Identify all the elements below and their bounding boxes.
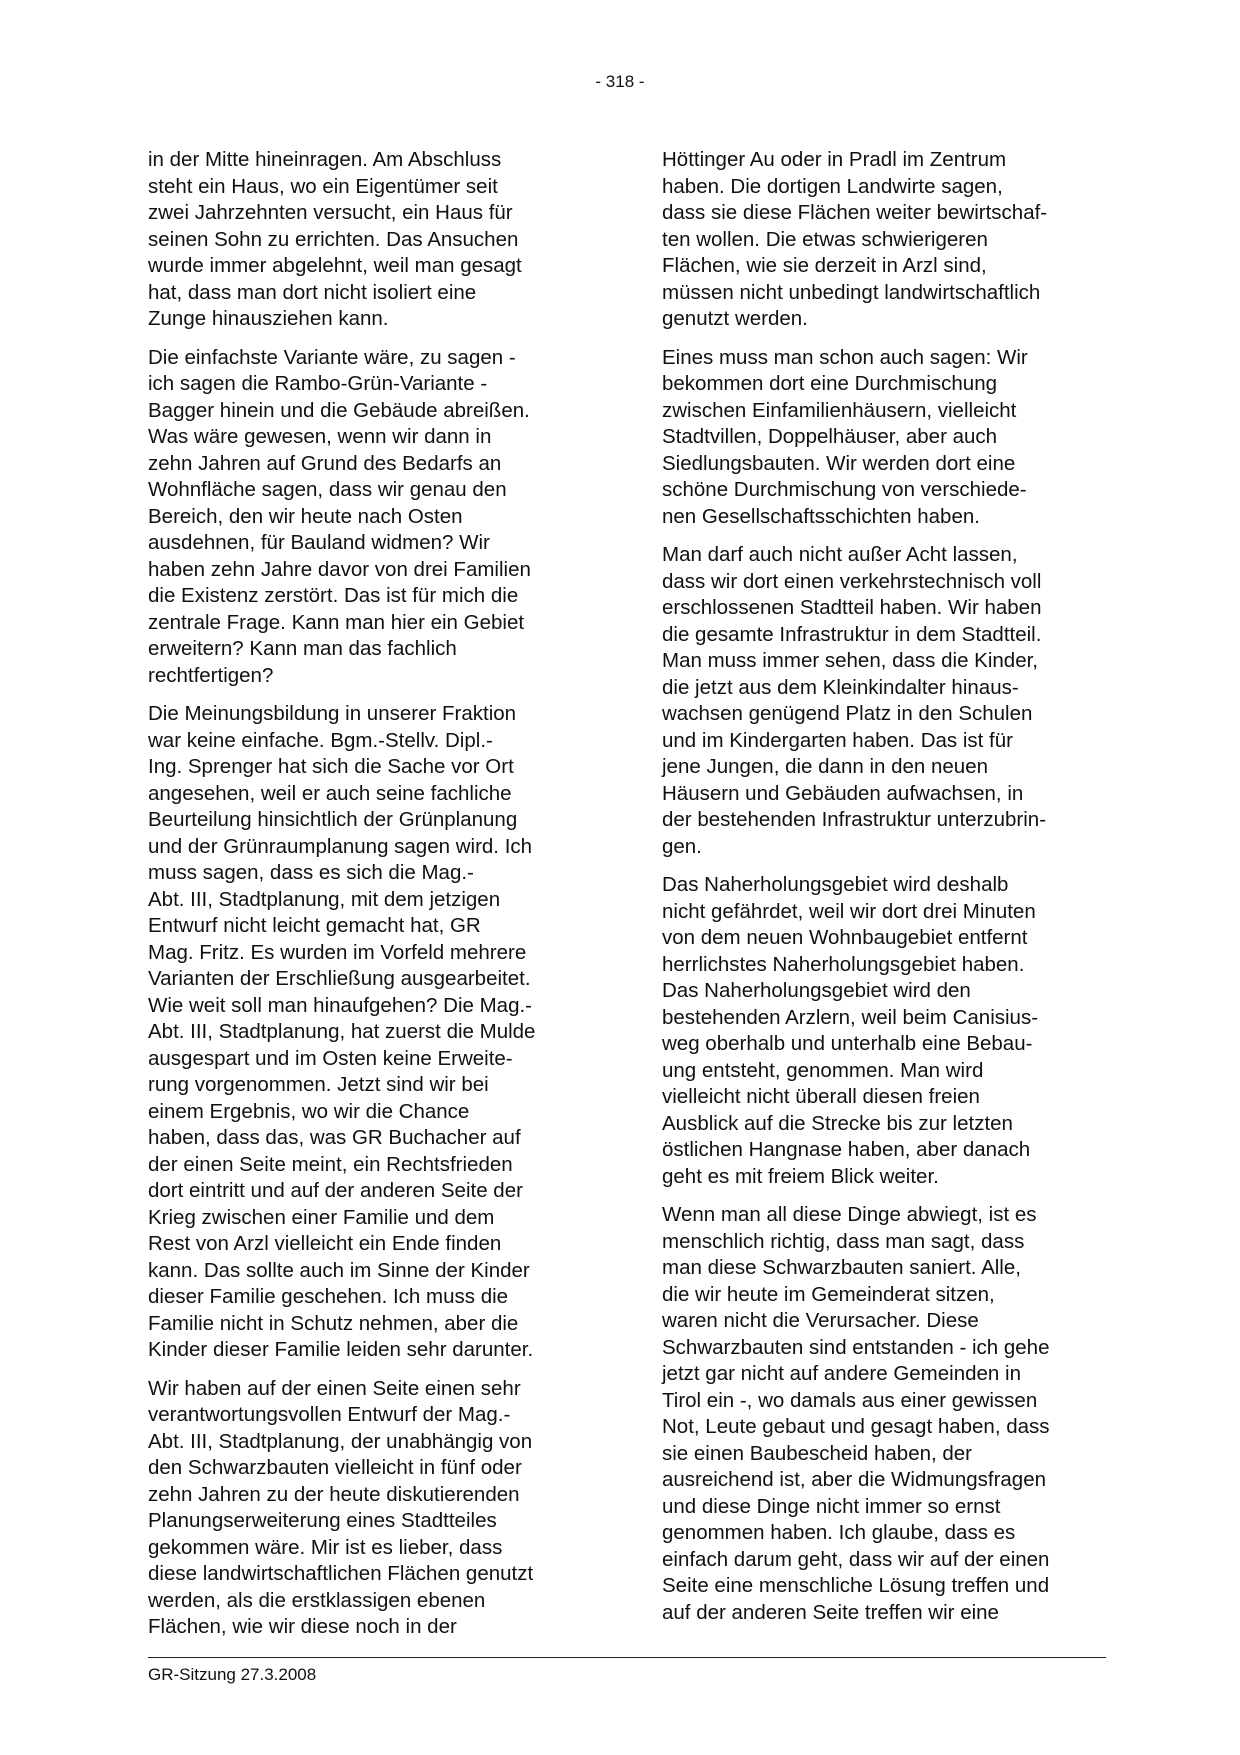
right-column — [662, 147, 1102, 1638]
text-line: hat, dass man dort nicht isoliert eine — [148, 280, 477, 304]
text-line: werden, als die erstklassigen ebenen — [148, 1588, 486, 1612]
text-line: gekommen wäre. Mir ist es lieber, dass — [148, 1535, 503, 1559]
text-line: Häusern und Gebäuden aufwachsen, in — [662, 781, 1024, 805]
text-line: der bestehenden Infrastruktur unterzubrin- — [662, 808, 1047, 831]
text-line: verantwortungsvollen Entwurf der Mag.- — [148, 1403, 511, 1426]
text-line: Krieg zwischen einer Familie und dem — [148, 1205, 495, 1229]
text-line: rechtfertigen? — [148, 663, 274, 687]
text-line: nicht gefährdet, weil wir dort drei Minuten — [662, 899, 1036, 923]
page-number: - 318 - — [595, 72, 645, 91]
text-line: Ausblick auf die Strecke bis zur letzten — [662, 1111, 1013, 1135]
text-line: Wir haben auf der einen Seite einen sehr — [148, 1376, 521, 1400]
text-line: genutzt werden. — [662, 307, 808, 330]
text-line: haben, dass das, was GR Buchacher auf — [148, 1126, 521, 1149]
text-line: erweitern? Kann man das fachlich — [148, 637, 457, 660]
text-line: herrlichstes Naherholungsgebiet haben. — [662, 952, 1025, 976]
text-line: geht es mit freiem Blick weiter. — [662, 1164, 939, 1188]
text-line: haben. Die dortigen Landwirte sagen, — [662, 174, 1003, 198]
text-line: Seite eine menschliche Lösung treffen und — [662, 1574, 1050, 1597]
paragraph — [662, 542, 1102, 860]
text-line: östlichen Hangnase haben, aber danach — [662, 1138, 1031, 1161]
text-line: zwischen Einfamilienhäusern, vielleicht — [662, 398, 1017, 422]
paragraph — [662, 872, 1102, 1190]
text-line: menschlich richtig, dass man sagt, dass — [662, 1229, 1025, 1253]
text-line: ten wollen. Die etwas schwierigeren — [662, 227, 988, 251]
text-line: genommen haben. Ich glaube, dass es — [662, 1521, 1016, 1544]
text-line: rung vorgenommen. Jetzt sind wir bei — [148, 1073, 489, 1096]
text-line: Not, Leute gebaut und gesagt haben, dass — [662, 1415, 1050, 1438]
text-line: bestehenden Arzlern, weil beim Canisius- — [662, 1005, 1039, 1029]
text-line: die gesamte Infrastruktur in dem Stadtteil. — [662, 622, 1042, 646]
text-line: dort eintritt und auf der anderen Seite der — [148, 1179, 523, 1202]
text-line: und diese Dinge nicht immer so ernst — [662, 1494, 1001, 1518]
text-line: Varianten der Erschließung ausgearbeitet. — [148, 967, 531, 990]
text-line: erschlossenen Stadtteil haben. Wir haben — [662, 596, 1042, 619]
text-line: Das Naherholungsgebiet wird den — [662, 979, 971, 1002]
text-line: die jetzt aus dem Kleinkindalter hinaus- — [662, 675, 1019, 699]
text-line: jene Jungen, die dann in den neuen — [662, 755, 989, 778]
text-line: Schwarzbauten sind entstanden - ich gehe — [662, 1335, 1050, 1359]
text-line: die wir heute im Gemeinderat sitzen, — [662, 1282, 995, 1306]
text-line: Wenn man all diese Dinge abwiegt, ist es — [662, 1203, 1037, 1226]
text-line: Eines muss man schon auch sagen: Wir — [662, 345, 1028, 369]
text-line: Abt. III, Stadtplanung, mit dem jetzigen — [148, 887, 501, 911]
text-line: bekommen dort eine Durchmischung — [662, 372, 997, 395]
text-line: Flächen, wie wir diese noch in der — [148, 1615, 457, 1638]
text-line: und im Kindergarten haben. Das ist für — [662, 728, 1013, 752]
paragraph — [148, 147, 588, 333]
text-line: ausdehnen, für Bauland widmen? Wir — [148, 531, 490, 554]
text-line: den Schwarzbauten vielleicht in fünf oder — [148, 1456, 522, 1479]
text-line: man diese Schwarzbauten saniert. Alle, — [662, 1256, 1021, 1279]
text-line: muss sagen, dass es sich die Mag.- — [148, 861, 474, 884]
text-line: kann. Das sollte auch im Sinne der Kinder — [148, 1258, 530, 1282]
text-line: ausgespart und im Osten keine Erweite- — [148, 1046, 513, 1070]
text-line: von dem neuen Wohnbaugebiet entfernt — [662, 926, 1028, 949]
text-line: Zunge hinausziehen kann. — [148, 307, 389, 330]
text-line: Rest von Arzl vielleicht ein Ende finden — [148, 1232, 502, 1255]
footer-divider — [148, 1657, 1106, 1658]
text-line: Wohnfläche sagen, dass wir genau den — [148, 478, 507, 501]
text-line: und der Grünraumplanung sagen wird. Ich — [148, 834, 533, 858]
paragraph — [662, 1202, 1102, 1626]
footer-session-date: GR-Sitzung 27.3.2008 — [148, 1665, 317, 1684]
text-line: dass wir dort einen verkehrstechnisch voll — [662, 569, 1042, 593]
text-line: Bagger hinein und die Gebäude abreißen. — [148, 398, 530, 422]
text-line: vielleicht nicht überall diesen freien — [662, 1085, 980, 1108]
paragraph — [148, 345, 588, 690]
text-line: der einen Seite meint, ein Rechtsfrieden — [148, 1152, 513, 1176]
text-line: Wie weit soll man hinaufgehen? Die Mag.- — [148, 993, 532, 1017]
paragraph — [662, 345, 1102, 531]
text-line: müssen nicht unbedingt landwirtschaftlich — [662, 280, 1041, 304]
text-line: Die Meinungsbildung in unserer Fraktion — [148, 702, 517, 725]
text-line: ung entsteht, genommen. Man wird — [662, 1058, 984, 1082]
text-line: Was wäre gewesen, wenn wir dann in — [148, 425, 492, 448]
text-line: Stadtvillen, Doppelhäuser, aber auch — [662, 425, 998, 448]
text-line: diese landwirtschaftlichen Flächen genutzt — [148, 1562, 534, 1585]
text-line: Mag. Fritz. Es wurden im Vorfeld mehrere — [148, 940, 527, 964]
text-line: seinen Sohn zu errichten. Das Ansuchen — [148, 227, 519, 251]
text-line: Abt. III, Stadtplanung, hat zuerst die Mulde — [148, 1020, 536, 1043]
text-line: Das Naherholungsgebiet wird deshalb — [662, 873, 1009, 896]
left-column — [148, 147, 588, 1653]
paragraph — [662, 147, 1102, 333]
text-line: wachsen genügend Platz in den Schulen — [662, 702, 1033, 725]
text-line: einfach darum geht, dass wir auf der einen — [662, 1547, 1050, 1571]
text-line: Entwurf nicht leicht gemacht hat, GR — [148, 914, 481, 937]
text-line: nen Gesellschaftsschichten haben. — [662, 504, 980, 528]
text-line: jetzt gar nicht auf andere Gemeinden in — [662, 1362, 1021, 1385]
text-line: dieser Familie geschehen. Ich muss die — [148, 1285, 509, 1308]
text-line: dass sie diese Flächen weiter bewirtschaf- — [662, 201, 1048, 224]
paragraph — [148, 701, 588, 1364]
text-line: Beurteilung hinsichtlich der Grünplanung — [148, 808, 518, 831]
text-line: Man darf auch nicht außer Acht lassen, — [662, 543, 1018, 566]
text-line: Abt. III, Stadtplanung, der unabhängig von — [148, 1429, 533, 1453]
text-line: waren nicht die Verursacher. Diese — [662, 1309, 979, 1332]
text-line: sie einen Baubescheid haben, der — [662, 1441, 973, 1465]
text-line: war keine einfache. Bgm.-Stellv. Dipl.- — [148, 728, 493, 752]
text-line: einem Ergebnis, wo wir die Chance — [148, 1099, 470, 1123]
text-line: angesehen, weil er auch seine fachliche — [148, 781, 512, 805]
text-line: Kinder dieser Familie leiden sehr darunter. — [148, 1338, 534, 1361]
text-line: Höttinger Au oder in Pradl im Zentrum — [662, 148, 1007, 171]
paragraph — [148, 1376, 588, 1641]
text-line: Tirol ein -, wo damals aus einer gewissen — [662, 1388, 1038, 1412]
text-line: zehn Jahren auf Grund des Bedarfs an — [148, 451, 502, 475]
text-line: Ing. Sprenger hat sich die Sache vor Ort — [148, 755, 514, 778]
text-line: ich sagen die Rambo-Grün-Variante - — [148, 372, 488, 395]
text-line: Die einfachste Variante wäre, zu sagen - — [148, 345, 516, 369]
text-line: Bereich, den wir heute nach Osten — [148, 504, 463, 528]
text-line: steht ein Haus, wo ein Eigentümer seit — [148, 174, 498, 198]
text-line: schöne Durchmischung von verschiede- — [662, 478, 1027, 501]
text-line: Siedlungsbauten. Wir werden dort eine — [662, 451, 1016, 475]
text-line: haben zehn Jahre davor von drei Familien — [148, 557, 531, 581]
text-line: gen. — [662, 834, 702, 858]
text-line: Familie nicht in Schutz nehmen, aber die — [148, 1311, 519, 1335]
text-line: ausreichend ist, aber die Widmungsfragen — [662, 1468, 1047, 1491]
text-line: in der Mitte hineinragen. Am Abschluss — [148, 148, 502, 171]
text-line: weg oberhalb und unterhalb eine Bebau- — [662, 1032, 1033, 1055]
text-line: Man muss immer sehen, dass die Kinder, — [662, 649, 1038, 672]
text-line: die Existenz zerstört. Das ist für mich die — [148, 584, 519, 607]
text-line: zehn Jahren zu der heute diskutierenden — [148, 1482, 520, 1506]
text-line: Flächen, wie sie derzeit in Arzl sind, — [662, 254, 987, 277]
text-line: zwei Jahrzehnten versucht, ein Haus für — [148, 201, 513, 224]
text-line: wurde immer abgelehnt, weil man gesagt — [148, 254, 522, 277]
text-line: auf der anderen Seite treffen wir eine — [662, 1600, 999, 1624]
text-line: Planungserweiterung eines Stadtteiles — [148, 1509, 497, 1532]
text-line: zentrale Frage. Kann man hier ein Gebiet — [148, 610, 525, 634]
